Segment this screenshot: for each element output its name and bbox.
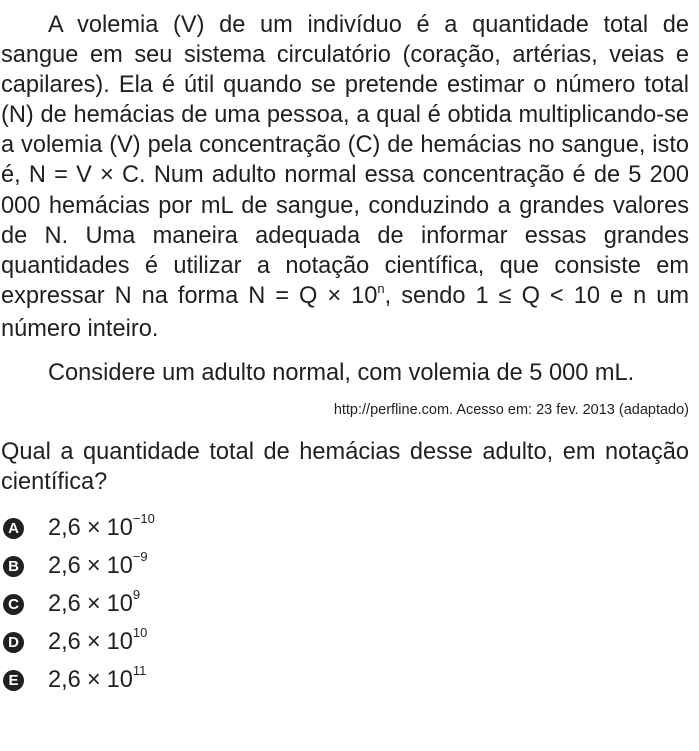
option-letter-badge: B (3, 556, 24, 577)
option-exponent: 9 (132, 586, 141, 602)
option-e[interactable] (1, 661, 689, 699)
option-mantissa: 2,6 (48, 514, 81, 541)
option-base: 10 (106, 628, 133, 655)
option-letter-badge: A (3, 518, 24, 539)
option-c[interactable] (1, 585, 689, 623)
option-letter-badge: D (3, 632, 24, 653)
times-sign: × (86, 514, 101, 541)
option-letter-badge: C (3, 594, 24, 615)
source-citation: http://perfline.com. Acesso em: 23 fev. 2013 (adaptado) (333, 402, 689, 419)
option-mantissa: 2,6 (48, 628, 81, 655)
consider-paragraph: Considere um adulto normal, com volemia de 5 000 mL. (48, 360, 635, 387)
option-exponent: 10 (132, 624, 148, 640)
exponent-n: n (377, 280, 385, 296)
option-b[interactable] (1, 547, 689, 585)
times-sign: × (86, 552, 101, 579)
option-base: 10 (106, 666, 133, 693)
answer-options (1, 509, 689, 699)
option-d[interactable] (1, 623, 689, 661)
option-exponent: 11 (132, 662, 147, 678)
option-base: 10 (106, 590, 133, 617)
option-mantissa: 2,6 (48, 590, 81, 617)
statement-paragraph (1, 0, 689, 344)
option-mantissa: 2,6 (48, 552, 81, 579)
option-mantissa: 2,6 (48, 666, 81, 693)
option-base: 10 (106, 552, 133, 579)
statement-text: A volemia (V) de um indivíduo é a quantidade total de sangue em seu sistema circulatório (coração, artérias, veias e capilares). Ela é útil quando se pretende estimar o número total (N) de hemácias de uma pessoa, a qual é obtida multiplicando-se a volemia (V) pela concentração (C) de hemácias no sangue, isto é, N = V × C. Num adulto normal essa concentração é de 5 200 000 hemácias por mL de sangue, conduzindo a grandes valores de N. Uma maneira adequada de informar essas grandes quantidades é utilizar a notação científica, que consiste em expressar N na forma N = Q × 10 (1, 12, 689, 309)
option-base: 10 (106, 514, 133, 541)
times-sign: × (86, 590, 101, 617)
option-letter-badge: E (3, 670, 24, 691)
times-sign: × (86, 628, 101, 655)
question-text: Qual a quantidade total de hemácias desse adulto, em notação científica? (1, 439, 689, 496)
option-a[interactable] (1, 509, 689, 547)
option-exponent: −9 (132, 548, 148, 564)
option-exponent: −10 (132, 510, 155, 526)
times-sign: × (86, 666, 101, 693)
statement-text-end: , sendo 1 ≤ Q < 10 e n um número inteiro. (1, 282, 689, 342)
